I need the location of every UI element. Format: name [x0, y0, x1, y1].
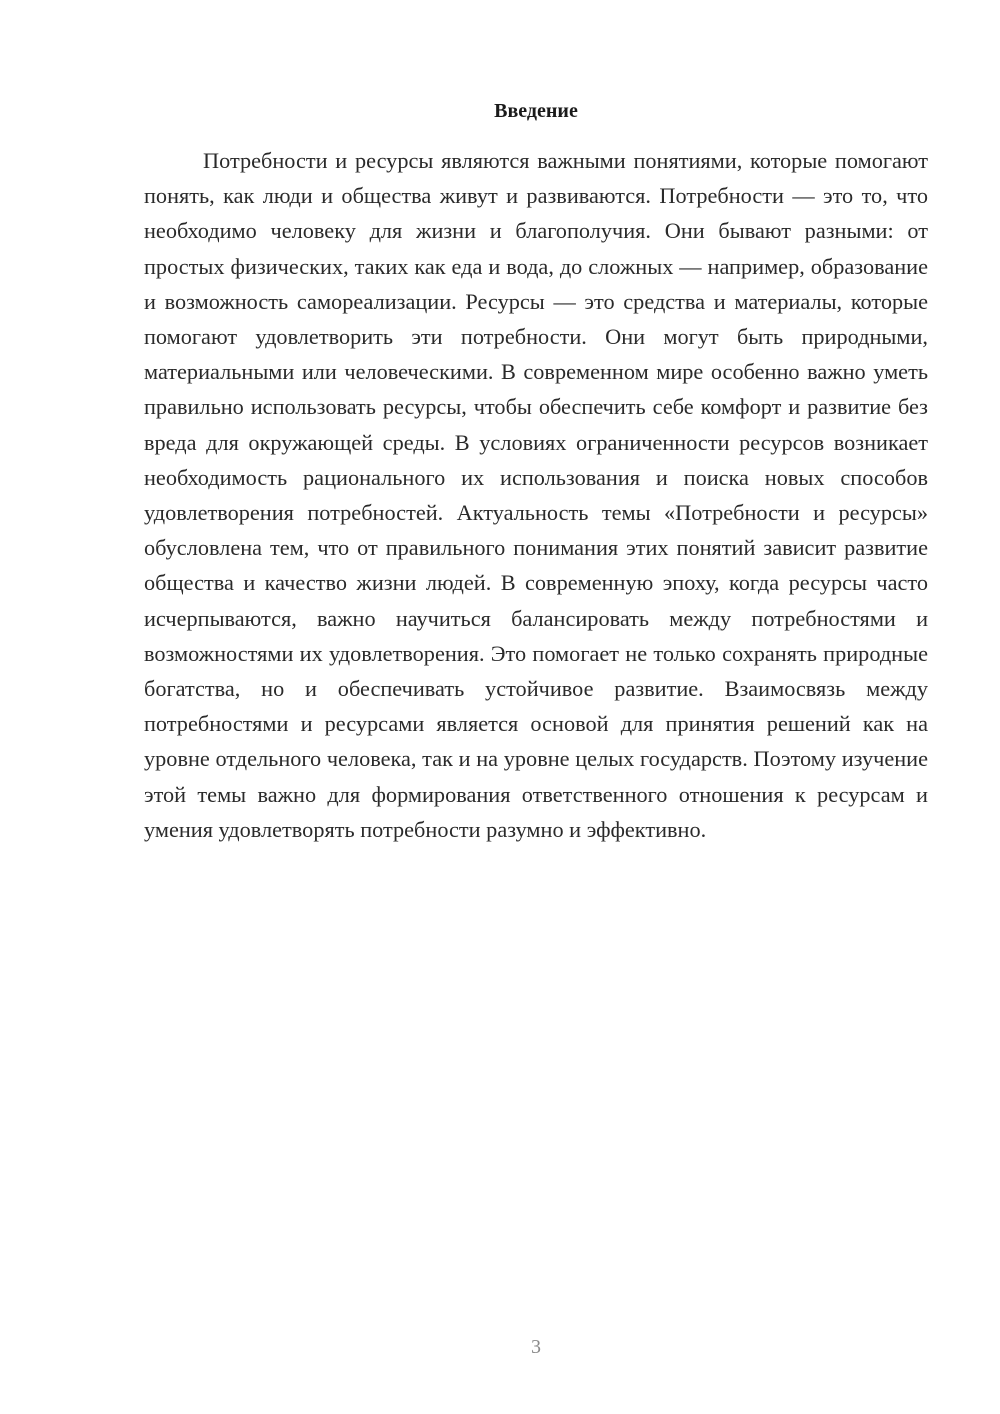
- page-title: Введение: [494, 100, 578, 122]
- page-number: 3: [531, 1336, 541, 1358]
- body-paragraph: Потребности и ресурсы являются важными понятиями, которые помогают понять, как люди и общества живут и развиваются. Потребности — это то, что необходимо человеку для жизни и благополучия. Они бывают разными: от простых физических, таких как еда и вода, до сложных — например, образование и возможность самореализации. Ресурсы — это средства и материалы, которые помогают удовлетворить эти потребности. Они могут быть природными, материальными или человеческими. В современном мире особенно важно уметь правильно использовать ресурсы, чтобы обеспечить себе комфорт и развитие без вреда для окружающей среды. В условиях ограниченности ресурсов возникает необходимость рационального их использования и поиска новых способов удовлетворения потребностей. Актуальность темы «Потребности и ресурсы» обусловлена тем, что от правильного понимания этих понятий зависит развитие общества и качество жизни людей. В современную эпоху, когда ресурсы часто исчерпываются, важно научиться балансировать между потребностями и возможностями их удовлетворения. Это помогает не только сохранять природные богатства, но и обеспечивать устойчивое развитие. Взаимосвязь между потребностями и ресурсами является основой для принятия решений как на уровне отдельного человека, так и на уровне целых государств. Поэтому изучение этой темы важно для формирования ответственного отношения к ресурсам и умения удовлетворять потребности разумно и эффективно.: [144, 148, 928, 842]
